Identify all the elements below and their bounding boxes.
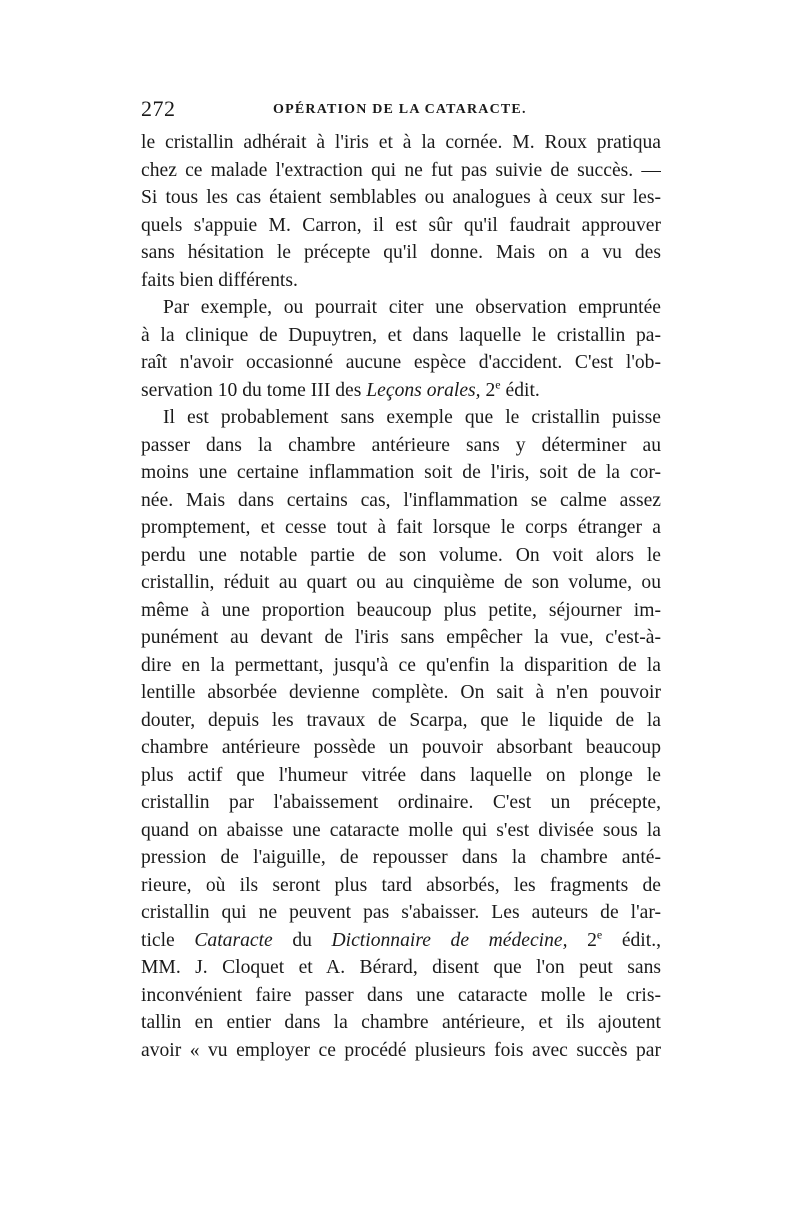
text-line: Si tous les cas étaient semblables ou analogues à ceux sur les- [141,187,661,208]
text-line: sans hésitation le précepte qu'il donne. Mais on a vu des [141,242,661,263]
text-segment: servation 10 du tome III des [141,379,362,401]
edition-number: 2 [587,929,597,951]
article-title-cataracte: Cataracte [194,929,273,951]
text-line: punément au devant de l'iris sans empêcher la vue, c'est-à- [141,627,661,648]
running-head [141,94,661,124]
text-line: inconvénient faire passer dans une cataracte molle le cris- [141,984,661,1006]
text-line: passer dans la chambre antérieure sans y déterminer au [141,434,661,456]
edition-text: édit., [602,929,661,951]
text-line: née. Mais dans certains cas, l'inflammation se calme assez [141,489,661,511]
text-line: pression de l'aiguille, de repousser dans la chambre anté- [141,847,661,868]
text-line: cristallin qui ne peuvent pas s'abaisser. Les auteurs de l'ar- [141,902,661,923]
edition-number: 2 [485,379,496,401]
text-line: chambre antérieure possède un pouvoir absorbant beaucoup [141,737,661,758]
book-title-dictionnaire: Dictionnaire de médecine, [331,929,568,951]
text-line: Il est probablement sans exemple que le cristallin puisse [163,407,661,428]
text-line: MM. J. Cloquet et A. Bérard, disent que l'on peut sans [141,957,661,978]
text-line-with-citation [141,377,661,405]
text-line: quand on abaisse une cataracte molle qui s'est divisée sous la [141,819,661,841]
text-line: plus actif que l'humeur vitrée dans laquelle on plonge le [141,764,661,786]
text-segment: ticle [141,929,175,951]
text-line-with-citation [141,927,661,955]
text-line: cristallin par l'abaissement ordinaire. C'est un précepte, [141,792,661,813]
text-line: avoir « vu employer ce procédé plusieurs fois avec succès par [141,1039,661,1061]
text-line: le cristallin adhérait à l'iris et à la cornée. M. Roux pratiqua [141,132,661,153]
text-line: Par exemple, ou pourrait citer une observation empruntée [163,297,661,318]
page-number: 272 [141,96,176,121]
text-line: raît n'avoir occasionné aucune espèce d'accident. C'est l'ob- [141,352,661,373]
text-line: promptement, et cesse tout à fait lorsque le corps étranger a [141,517,661,538]
text-segment: du [272,929,332,951]
text-line: chez ce malade l'extraction qui ne fut pas suivie de succès. — [141,159,661,181]
text-line: moins une certaine inflammation soit de l'iris, soit de la cor- [141,462,661,483]
text-line: lentille absorbée devienne complète. On sait à n'en pouvoir [141,682,661,703]
text-line: quels s'appuie M. Carron, il est sûr qu'il faudrait approuver [141,214,661,236]
body-text [141,129,661,1064]
edition-text: édit. [500,379,540,401]
text-line: perdu une notable partie de son volume. On voit alors le [141,544,661,566]
edition-superscript: e [495,376,501,391]
text-line: tallin en entier dans la chambre antérieure, et ils ajoutent [141,1012,661,1033]
book-title-lecons-orales: Leçons orales, [366,379,481,401]
text-line: dire en la permettant, jusqu'à ce qu'enfin la disparition de la [141,654,661,676]
text-line: douter, depuis les travaux de Scarpa, que le liquide de la [141,709,661,731]
running-title: OPÉRATION DE LA CATARACTE. [273,102,527,117]
text-line: faits bien différents. [141,269,298,291]
text-line: cristallin, réduit au quart ou au cinquième de son volume, ou [141,572,661,593]
text-line: à la clinique de Dupuytren, et dans laquelle le cristallin pa- [141,324,661,346]
edition-superscript: e [596,926,603,941]
text-line: rieure, où ils seront plus tard absorbés, les fragments de [141,874,661,896]
text-line: même à une proportion beaucoup plus petite, séjourner im- [141,599,661,621]
